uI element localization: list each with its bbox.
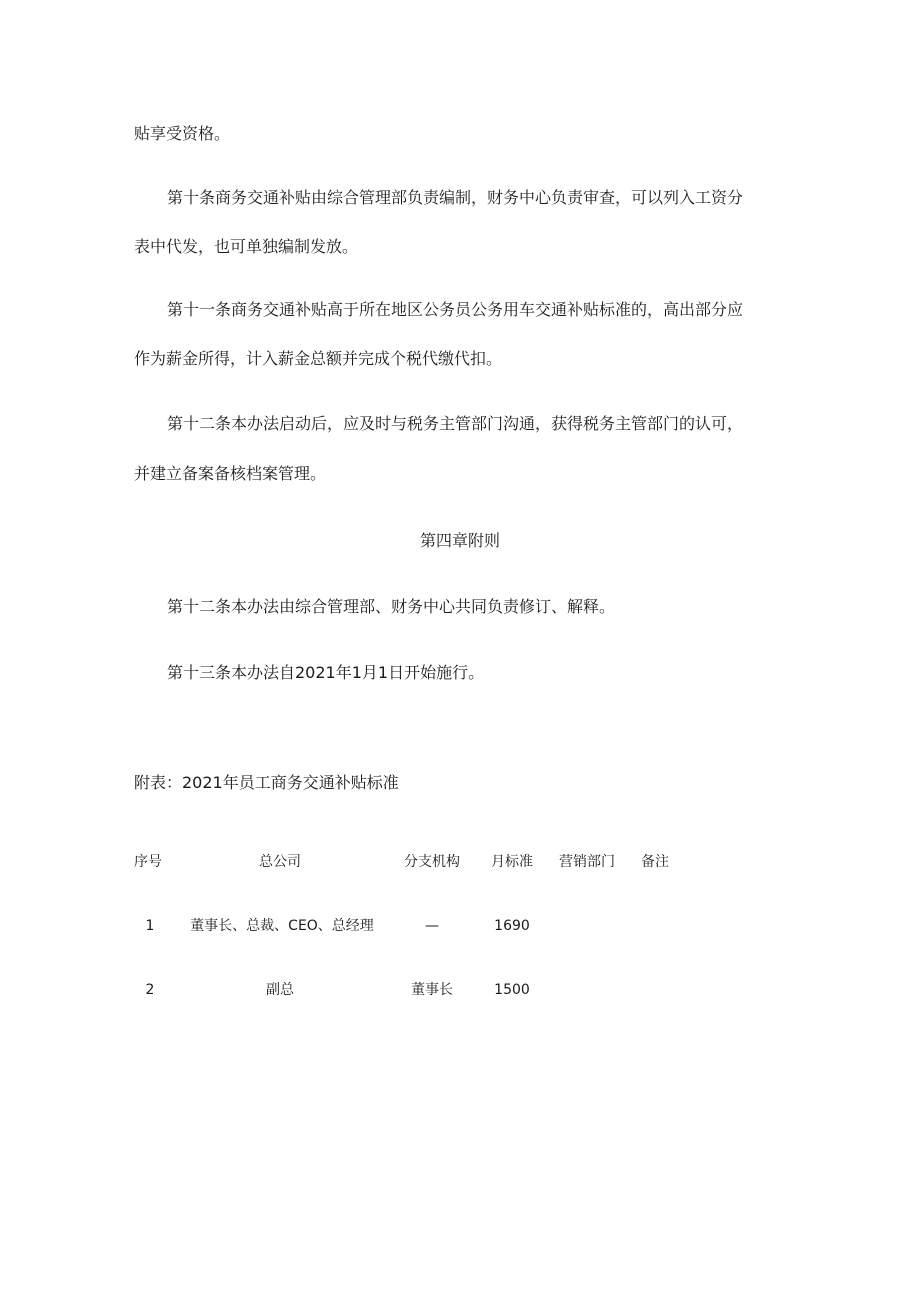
article-13: 第十三条本办法自2021年1月1日开始施行。 bbox=[167, 663, 485, 682]
article-10-line-2: 表中代发，也可单独编制发放。 bbox=[134, 237, 359, 256]
appendix-title: 附表：2021年员工商务交通补贴标准 bbox=[134, 773, 399, 792]
table-header-cell: 分支机构 bbox=[404, 854, 460, 870]
table-header-cell: 备注 bbox=[641, 854, 669, 870]
table-cell: 董事长、总裁、CEO、总经理 bbox=[190, 918, 374, 934]
table-header-cell: 月标准 bbox=[491, 854, 533, 870]
table-cell: 1 bbox=[145, 918, 155, 934]
table-cell: 1690 bbox=[494, 918, 530, 934]
article-12-line-1: 第十二条本办法启动后，应及时与税务主管部门沟通，获得税务主管部门的认可， bbox=[167, 414, 744, 433]
article-12b: 第十二条本办法由综合管理部、财务中心共同负责修订、解释。 bbox=[167, 597, 616, 616]
table-cell: 2 bbox=[145, 982, 155, 998]
chapter-title: 第四章附则 bbox=[419, 531, 500, 550]
table-cell: — bbox=[425, 918, 439, 934]
table-cell: 副总 bbox=[266, 982, 294, 998]
article-10-line-1: 第十条商务交通补贴由综合管理部负责编制，财务中心负责审查，可以列入工资分 bbox=[167, 188, 744, 207]
table-header-cell: 营销部门 bbox=[559, 854, 615, 870]
article-11-line-1: 第十一条商务交通补贴高于所在地区公务员公务用车交通补贴标准的，高出部分应 bbox=[167, 300, 744, 319]
table-header-cell: 序号 bbox=[134, 854, 162, 870]
table-cell: 1500 bbox=[494, 982, 530, 998]
table-header-cell: 总公司 bbox=[259, 854, 301, 870]
article-12-line-2: 并建立备案备核档案管理。 bbox=[134, 464, 327, 483]
table-cell: 董事长 bbox=[411, 982, 453, 998]
article-11-line-2: 作为薪金所得，计入薪金总额并完成个税代缴代扣。 bbox=[134, 349, 503, 368]
paragraph-continuation: 贴享受资格。 bbox=[134, 124, 231, 143]
